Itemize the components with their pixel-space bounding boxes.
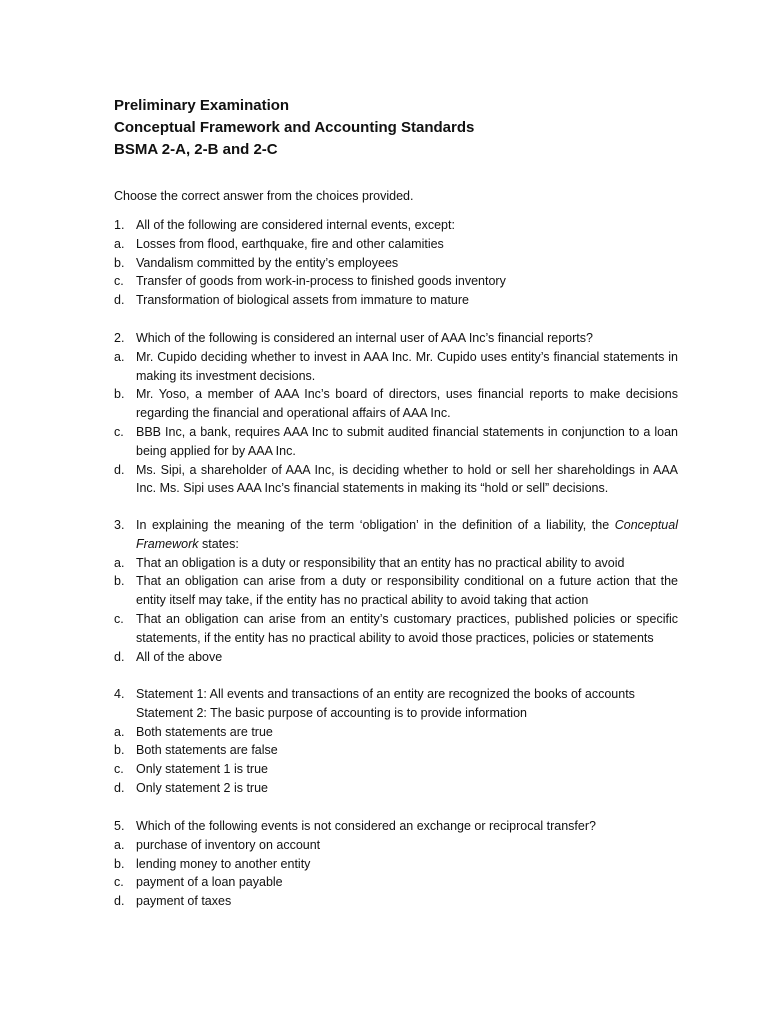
choice-b	[114, 572, 678, 610]
choice-text: BBB Inc, a bank, requires AAA Inc to submit audited financial statements in conjunction to a loan being applied for by AAA Inc.	[136, 424, 678, 458]
question-text	[136, 516, 678, 554]
choice-text: Mr. Cupido deciding whether to invest in AAA Inc. Mr. Cupido uses entity’s financial statements in making its investment decisions.	[136, 349, 678, 383]
choice-letter: c.	[114, 875, 124, 890]
framework-title: Conceptual Framework	[136, 518, 678, 551]
choice-a	[114, 723, 678, 742]
choice-text: Losses from flood, earthquake, fire and other calamities	[136, 236, 444, 251]
choice-a	[114, 348, 678, 386]
statement-2: Statement 2: The basic purpose of accounting is to provide information	[136, 705, 527, 720]
choice-text: Transformation of biological assets from immature to mature	[136, 293, 469, 308]
question-stem	[114, 685, 678, 704]
choice-text: Ms. Sipi, a shareholder of AAA Inc, is deciding whether to hold or sell her shareholdings in AAA Inc. Ms. Sipi uses AAA Inc’s financial statements in making its “hold or sell” decisions.	[136, 462, 678, 496]
choice-c	[114, 610, 678, 648]
choice-letter: c.	[114, 424, 124, 439]
course-title: Conceptual Framework and Accounting Standards	[114, 119, 475, 136]
choice-text: Transfer of goods from work-in-process to finished goods inventory	[136, 274, 506, 289]
choice-letter: a.	[114, 236, 125, 251]
question-number: 5.	[114, 819, 125, 833]
question-number: 4.	[114, 687, 125, 701]
choice-letter: a.	[114, 349, 125, 364]
choice-text: purchase of inventory on account	[136, 837, 321, 852]
choice-d	[114, 648, 678, 667]
question-text: Which of the following events is not considered an exchange or reciprocal transfer?	[136, 819, 596, 833]
question-number: 1.	[114, 218, 125, 232]
question-text-after: states:	[202, 536, 239, 551]
choice-text: That an obligation is a duty or responsibility that an entity has no practical ability to avoid	[136, 555, 625, 570]
choice-text: That an obligation can arise from an entity’s customary practices, published policies or specific statements, if the entity has no practical ability to avoid those practices, policies or statements	[136, 611, 678, 645]
exam-header	[114, 95, 474, 161]
question-1	[114, 216, 678, 310]
question-text: All of the following are considered internal events, except:	[136, 218, 455, 232]
choice-a	[114, 235, 678, 254]
choice-c	[114, 272, 678, 291]
choice-text: Both statements are true	[136, 724, 273, 739]
choice-letter: d.	[114, 462, 125, 477]
choice-letter: b.	[114, 743, 125, 758]
question-5	[114, 817, 678, 911]
choice-b	[114, 741, 678, 760]
instructions: Choose the correct answer from the choices provided.	[114, 189, 414, 203]
question-text-before: In explaining the meaning of the term ‘obligation’ in the definition of a liability, the	[136, 518, 610, 532]
section-list: BSMA 2-A, 2-B and 2-C	[114, 141, 278, 158]
choice-b	[114, 855, 678, 874]
choice-c	[114, 760, 678, 779]
choice-c	[114, 423, 678, 461]
choice-d	[114, 892, 678, 911]
choice-text: That an obligation can arise from a duty or responsibility conditional on a future action that the entity itself may take, if the entity has no practical ability to avoid taking that action	[136, 574, 678, 608]
choice-letter: b.	[114, 387, 125, 402]
choice-letter: c.	[114, 762, 124, 777]
choice-letter: a.	[114, 837, 125, 852]
question-stem	[114, 817, 678, 836]
question-stem	[114, 516, 678, 554]
choice-text: Vandalism committed by the entity’s employees	[136, 255, 399, 270]
exam-title: Preliminary Examination	[114, 97, 290, 114]
question-4	[114, 685, 678, 798]
question-2	[114, 329, 678, 498]
choice-letter: d.	[114, 780, 125, 795]
choice-text: Both statements are false	[136, 743, 278, 758]
question-text: Which of the following is considered an internal user of AAA Inc’s financial reports?	[136, 331, 593, 345]
choice-letter: d.	[114, 293, 125, 308]
choice-text: payment of taxes	[136, 894, 232, 909]
choice-a	[114, 836, 678, 855]
choice-text: lending money to another entity	[136, 856, 311, 871]
choice-letter: c.	[114, 274, 124, 289]
choice-text: Mr. Yoso, a member of AAA Inc’s board of directors, uses financial reports to make decisions regarding the financial and operational affairs of AAA Inc.	[136, 387, 678, 421]
question-stem	[114, 216, 678, 235]
choice-c	[114, 873, 678, 892]
statement-1: Statement 1: All events and transactions of an entity are recognized the books of accounts	[136, 687, 635, 701]
choice-a	[114, 554, 678, 573]
choice-letter: b.	[114, 574, 125, 589]
choice-text: Only statement 1 is true	[136, 762, 269, 777]
choice-letter: c.	[114, 611, 124, 626]
question-stem	[114, 329, 678, 348]
choice-letter: d.	[114, 894, 125, 909]
choice-letter: a.	[114, 724, 125, 739]
choice-d	[114, 461, 678, 499]
question-number: 3.	[114, 518, 125, 532]
choice-text: Only statement 2 is true	[136, 780, 269, 795]
choice-b	[114, 254, 678, 273]
choice-letter: d.	[114, 649, 125, 664]
choice-d	[114, 291, 678, 310]
choice-d	[114, 779, 678, 798]
choice-letter: b.	[114, 255, 125, 270]
choice-letter: b.	[114, 856, 125, 871]
choice-text: All of the above	[136, 649, 223, 664]
choice-b	[114, 385, 678, 423]
choice-text: payment of a loan payable	[136, 875, 283, 890]
question-3	[114, 516, 678, 666]
question-number: 2.	[114, 331, 125, 345]
choice-letter: a.	[114, 555, 125, 570]
